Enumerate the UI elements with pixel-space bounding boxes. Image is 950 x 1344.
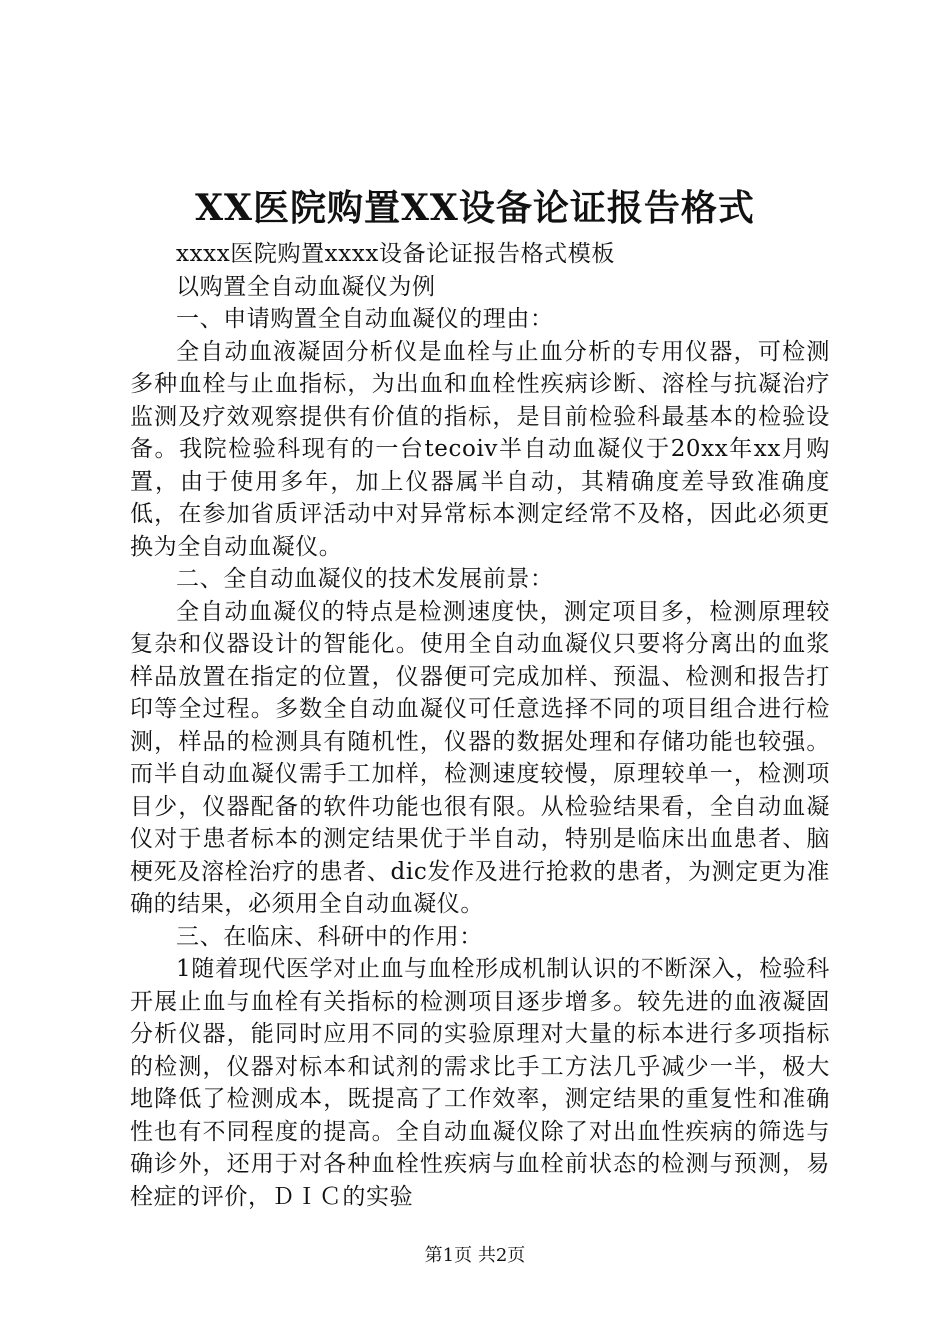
paragraph-example: 以购置全自动血凝仪为例 [176, 273, 436, 300]
paragraph-section-2: 全自动血凝仪的特点是检测速度快，测定项目多，检测原理较复杂和仪器设计的智能化。使用全自动血凝仪只要将分离出的血浆样品放置在指定的位置，仪器便可完成加样、预温、检测和报告打印等全过程。多数全自动血凝仪可任意选择不同的项目组合进行检测，样品的检测具有随机性，仪器的数据处理和存储功能也较强。而半自动血凝仪需手工加样，检测速度较慢，原理较单一，检测项目少，仪器配备的软件功能也很有限。从检验结果看，全自动血凝仪对于患者标本的测定结果优于半自动，特别是临床出血患者、脑梗死及溶栓治疗的患者、dic发作及进行抢救的患者，为测定更为准确的结果，必须用全自动血凝仪。 [130, 598, 830, 917]
section-heading-2: 二、全自动血凝仪的技术发展前景： [176, 566, 554, 592]
section-heading-1: 一、申请购置全自动血凝仪的理由： [176, 306, 554, 332]
paragraph-section-3: 1随着现代医学对止血与血栓形成机制认识的不断深入，检验科开展止血与血栓有关指标的检测项目逐步增多。较先进的血液凝固分析仪器，能同时应用不同的实验原理对大量的标本进行多项指标的检测，仪器对标本和试剂的需求比手工方法几乎减少一半，极大地降低了检测成本，既提高了工作效率，测定结果的重复性和准确性也有不同程度的提高。全自动血凝仪除了对出血性疾病的筛选与确诊外，还用于对各种血栓性疾病与血栓前状态的检测与预测，易栓症的评价，ＤＩＣ的实验 [130, 956, 830, 1210]
document-title: XX医院购置XX设备论证报告格式 [195, 187, 755, 229]
section-heading-3: 三、在临床、科研中的作用： [176, 923, 483, 950]
paragraph-subtitle: xxxx医院购置xxxx设备论证报告格式模板 [176, 241, 615, 267]
document-body [130, 238, 830, 1213]
paragraph-section-1: 全自动血液凝固分析仪是血栓与止血分析的专用仪器，可检测多种血栓与止血指标，为出血和血栓性疾病诊断、溶栓与抗凝治疗监测及疗效观察提供有价值的指标，是目前检验科最基本的检验设备。我院检验科现有的一台tecoiv半自动血凝仪于20xx年xx月购置，由于使用多年，加上仪器属半自动，其精确度差导致准确度低，在参加省质评活动中对异常标本测定经常不及格，因此必须更换为全自动血凝仪。 [130, 338, 830, 560]
page-footer: 第1页 共2页 [424, 1245, 526, 1266]
